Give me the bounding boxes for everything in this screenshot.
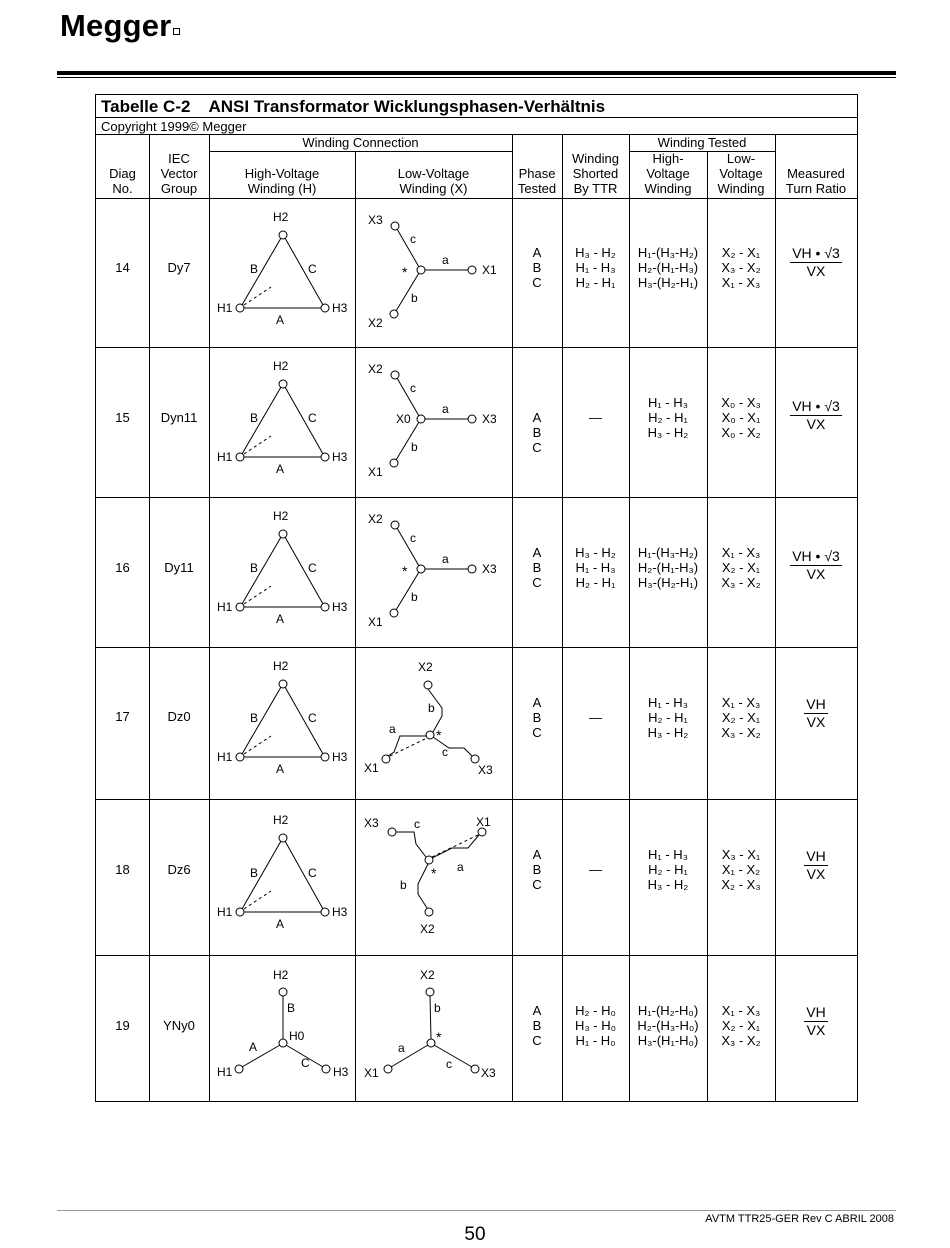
row15-hv: H₁ - H₃ H₂ - H₁ H₃ - H₂ xyxy=(647,395,689,440)
svg-text:X3: X3 xyxy=(478,763,493,777)
row15-lv: X₀ - X₃ X₀ - X₁ X₀ - X₂ xyxy=(721,395,761,440)
lv-zigzag-diagram-17 xyxy=(356,648,512,798)
svg-text:H2: H2 xyxy=(273,813,289,827)
svg-text:X2: X2 xyxy=(368,316,383,330)
hv-delta-diagram-18 xyxy=(209,800,355,954)
svg-text:X2: X2 xyxy=(368,512,383,526)
svg-text:X1: X1 xyxy=(364,1066,379,1080)
svg-text:b: b xyxy=(434,1001,441,1015)
svg-text:H3: H3 xyxy=(333,1065,349,1079)
svg-text:a: a xyxy=(442,253,449,267)
row17-phase: A B C xyxy=(532,695,542,740)
row18-ratio: VH VX xyxy=(806,848,826,882)
row16-ratio: VH • √3 VX xyxy=(792,548,840,582)
row15-phase: A B C xyxy=(532,410,542,455)
group-winding-connection: Winding Connection xyxy=(302,135,419,150)
svg-text:B: B xyxy=(250,866,259,880)
lv-wye-diagram-16 xyxy=(356,498,512,646)
header-phase: Phase Tested xyxy=(517,166,557,196)
svg-text:C: C xyxy=(308,866,317,880)
lv-zigzag-diagram-18 xyxy=(356,800,512,954)
row19-hv: H₁-(H₂-H₀) H₂-(H₃-H₀) H₃-(H₁-H₀) xyxy=(637,1003,699,1048)
row19-shorted: H₂ - H₀ H₃ - H₀ H₁ - H₀ xyxy=(574,1003,617,1048)
svg-text:H1: H1 xyxy=(217,301,233,315)
svg-text:A: A xyxy=(276,917,285,931)
table-title: Tabelle C-2 ANSI Transformator Wicklungsphasen-Verhältnis xyxy=(101,97,606,116)
header-lv-winding: Low-Voltage Winding (X) xyxy=(397,166,470,196)
copyright: Copyright 1999© Megger xyxy=(101,119,247,134)
svg-text:B: B xyxy=(250,262,259,276)
svg-text:H1: H1 xyxy=(217,1065,233,1079)
row18-lv: X₃ - X₁ X₁ - X₂ X₂ - X₃ xyxy=(721,847,761,892)
svg-text:b: b xyxy=(411,291,418,305)
row15-shorted: — xyxy=(589,410,602,425)
row16-iec: Dy11 xyxy=(164,560,194,575)
svg-text:H2: H2 xyxy=(273,659,289,673)
row16-phase: A B C xyxy=(532,545,542,590)
row14-hv: H₁-(H₃-H₂) H₂-(H₁-H₃) H₃-(H₂-H₁) xyxy=(637,245,699,290)
svg-text:*: * xyxy=(431,865,437,881)
svg-text:H2: H2 xyxy=(273,359,289,373)
svg-text:a: a xyxy=(457,860,464,874)
row19-lv: X₁ - X₃ X₂ - X₁ X₃ - X₂ xyxy=(721,1003,761,1048)
svg-text:X2: X2 xyxy=(420,922,435,936)
svg-text:c: c xyxy=(410,531,416,545)
svg-text:a: a xyxy=(442,402,449,416)
header-iec: IEC Vector Group xyxy=(160,151,198,196)
svg-text:c: c xyxy=(410,381,416,395)
ratio-table xyxy=(95,94,858,1102)
svg-text:a: a xyxy=(442,552,449,566)
header-hv-winding: High-Voltage Winding (H) xyxy=(244,166,320,196)
svg-text:b: b xyxy=(411,440,418,454)
header-shorted: Winding Shorted By TTR xyxy=(572,151,619,196)
svg-text:A: A xyxy=(249,1040,258,1054)
svg-text:*: * xyxy=(402,264,408,280)
svg-text:B: B xyxy=(250,411,259,425)
row18-phase: A B C xyxy=(532,847,542,892)
svg-text:B: B xyxy=(250,711,259,725)
row19-diag: 19 xyxy=(115,1018,130,1033)
svg-text:*: * xyxy=(436,727,442,743)
page-number: 50 xyxy=(464,1224,486,1245)
svg-text:X3: X3 xyxy=(368,213,383,227)
megger-logo: Megger xyxy=(60,8,180,44)
svg-text:c: c xyxy=(410,232,416,246)
row18-iec: Dz6 xyxy=(167,862,191,877)
row14-iec: Dy7 xyxy=(167,260,191,275)
footer-rule xyxy=(57,1210,896,1211)
header-ratio: Measured Turn Ratio xyxy=(785,166,847,196)
svg-text:X3: X3 xyxy=(482,562,497,576)
svg-text:H2: H2 xyxy=(273,210,289,224)
svg-text:c: c xyxy=(446,1057,452,1071)
row17-hv: H₁ - H₃ H₂ - H₁ H₃ - H₂ xyxy=(647,695,689,740)
svg-text:B: B xyxy=(250,561,259,575)
svg-text:X0: X0 xyxy=(396,412,411,426)
svg-text:C: C xyxy=(301,1056,310,1070)
row15-ratio: VH • √3 VX xyxy=(792,398,840,432)
row17-shorted: — xyxy=(589,710,602,725)
svg-text:C: C xyxy=(308,711,317,725)
svg-text:C: C xyxy=(308,262,317,276)
svg-text:X2: X2 xyxy=(418,660,433,674)
svg-text:H2: H2 xyxy=(273,509,289,523)
svg-text:H3: H3 xyxy=(332,301,348,315)
svg-text:X3: X3 xyxy=(481,1066,496,1080)
svg-text:C: C xyxy=(308,561,317,575)
document-id: AVTM TTR25-GER Rev C ABRIL 2008 xyxy=(705,1213,894,1225)
row16-shorted: H₃ - H₂ H₁ - H₃ H₂ - H₁ xyxy=(575,545,616,590)
svg-text:A: A xyxy=(276,762,285,776)
row14-shorted: H₃ - H₂ H₁ - H₃ H₂ - H₁ xyxy=(575,245,616,290)
svg-text:H1: H1 xyxy=(217,450,233,464)
hv-delta-diagram-16 xyxy=(209,498,355,646)
svg-text:H1: H1 xyxy=(217,750,233,764)
hv-delta-diagram-15 xyxy=(209,348,355,496)
svg-text:X3: X3 xyxy=(364,816,379,830)
svg-text:B: B xyxy=(287,1001,296,1015)
svg-text:C: C xyxy=(308,411,317,425)
svg-text:c: c xyxy=(414,817,420,831)
svg-text:b: b xyxy=(411,590,418,604)
header-diag: Diag No. xyxy=(109,166,136,196)
svg-text:a: a xyxy=(389,722,396,736)
row14-diag: 14 xyxy=(115,260,130,275)
header-rule-thin xyxy=(57,77,896,78)
row18-hv: H₁ - H₃ H₂ - H₁ H₃ - H₂ xyxy=(647,847,689,892)
row17-ratio: VH VX xyxy=(806,696,826,730)
svg-text:X2: X2 xyxy=(368,362,383,376)
svg-text:X3: X3 xyxy=(482,412,497,426)
row19-phase: A B C xyxy=(532,1003,542,1048)
row19-ratio: VH VX xyxy=(806,1004,826,1038)
hv-wye-diagram-19 xyxy=(209,956,355,1101)
hv-delta-diagram-17 xyxy=(209,648,355,798)
svg-text:H3: H3 xyxy=(332,450,348,464)
svg-text:X1: X1 xyxy=(368,615,383,629)
svg-text:b: b xyxy=(400,878,407,892)
svg-text:*: * xyxy=(402,563,408,579)
svg-text:H3: H3 xyxy=(332,750,348,764)
svg-text:A: A xyxy=(276,313,285,327)
svg-text:b: b xyxy=(428,701,435,715)
svg-text:H2: H2 xyxy=(273,968,289,982)
svg-text:H0: H0 xyxy=(289,1029,305,1043)
svg-text:c: c xyxy=(442,745,448,759)
lv-wye-diagram-14 xyxy=(356,199,512,347)
row15-diag: 15 xyxy=(115,410,130,425)
lv-wye-diagram-19 xyxy=(356,956,512,1101)
svg-text:H1: H1 xyxy=(217,905,233,919)
row17-lv: X₁ - X₃ X₂ - X₁ X₃ - X₂ xyxy=(721,695,761,740)
svg-text:X2: X2 xyxy=(420,968,435,982)
row19-iec: YNy0 xyxy=(163,1018,195,1033)
svg-text:X1: X1 xyxy=(476,815,491,829)
row16-lv: X₁ - X₃ X₂ - X₁ X₃ - X₂ xyxy=(721,545,761,590)
svg-text:a: a xyxy=(398,1041,405,1055)
svg-text:*: * xyxy=(436,1029,442,1045)
svg-text:A: A xyxy=(276,462,285,476)
row17-diag: 17 xyxy=(115,709,130,724)
svg-text:H1: H1 xyxy=(217,600,233,614)
header-rule xyxy=(57,71,896,75)
row15-iec: Dyn11 xyxy=(160,410,198,425)
svg-text:A: A xyxy=(276,612,285,626)
header-lv-tested: Low- Voltage Winding xyxy=(717,151,765,196)
row14-lv: X₂ - X₁ X₃ - X₂ X₁ - X₃ xyxy=(721,245,761,290)
row14-ratio: VH • √3 VX xyxy=(792,245,840,279)
svg-text:H3: H3 xyxy=(332,905,348,919)
lv-wye-diagram-15 xyxy=(356,348,512,496)
svg-text:X1: X1 xyxy=(482,263,497,277)
row14-phase: A B C xyxy=(532,245,542,290)
hv-delta-diagram-14 xyxy=(209,199,355,347)
row18-shorted: — xyxy=(589,862,602,877)
group-winding-tested: Winding Tested xyxy=(657,135,747,150)
row16-hv: H₁-(H₃-H₂) H₂-(H₁-H₃) H₃-(H₂-H₁) xyxy=(637,545,699,590)
svg-text:H3: H3 xyxy=(332,600,348,614)
header-hv-tested: High- Voltage Winding xyxy=(644,151,692,196)
svg-text:X1: X1 xyxy=(364,761,379,775)
row18-diag: 18 xyxy=(115,862,130,877)
svg-text:X1: X1 xyxy=(368,465,383,479)
row17-iec: Dz0 xyxy=(167,709,191,724)
row16-diag: 16 xyxy=(115,560,130,575)
